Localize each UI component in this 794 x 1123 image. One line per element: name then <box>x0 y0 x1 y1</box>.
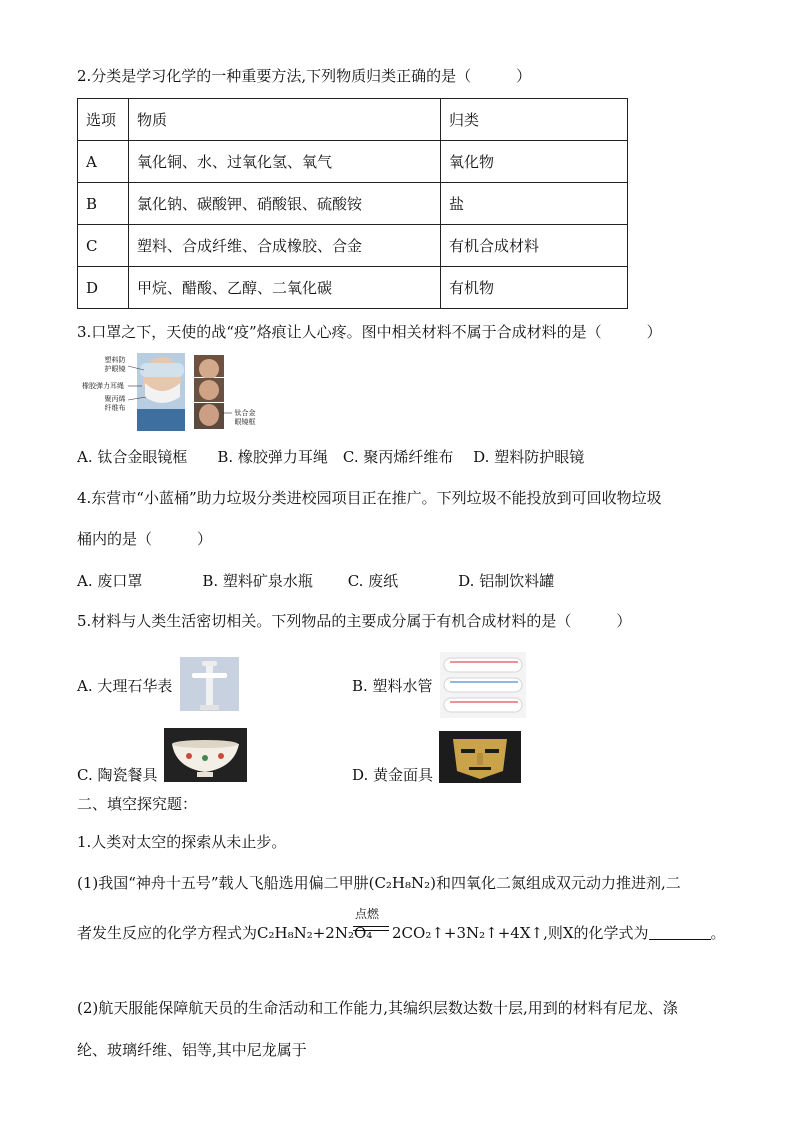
image-label: 护眼镜 <box>104 365 126 373</box>
medical-worker-photo <box>82 353 260 431</box>
table-cell: 氯化钠、碳酸钾、硝酸银、硫酸铵 <box>129 183 441 225</box>
table-cell: 氧化铜、水、过氧化氢、氧气 <box>129 141 441 183</box>
plastic-pipe-image <box>440 652 526 718</box>
table-cell: 有机合成材料 <box>441 225 628 267</box>
section2-q1-part1-line2a: 者发生反应的化学方程式为C₂H₈N₂+2N₂O₄ <box>77 924 373 942</box>
table-header-cell: 物质 <box>129 99 441 141</box>
q3-stem: 3.口罩之下，天使的战“疫”烙痕让人心疼。图中相关材料不属于合成材料的是（ ） <box>77 323 662 341</box>
q2-stem: 2.分类是学习化学的一种重要方法,下列物质归类正确的是（ ） <box>77 67 532 85</box>
table-header-cell: 选项 <box>78 99 129 141</box>
answer-blank[interactable] <box>649 925 711 940</box>
q5-option-d: D. 黄金面具 <box>352 766 434 784</box>
q4-stem-line1: 4.东营市“小蓝桶”助力垃圾分类进校园项目正在推广。下列垃圾不能投放到可回收物垃圾 <box>77 489 662 507</box>
ceramic-bowl-image <box>164 728 247 782</box>
reaction-condition: 点燃 <box>355 907 380 921</box>
image-label: 聚丙烯 <box>104 395 126 403</box>
table-row <box>78 267 628 309</box>
image-label: 橡胶弹力耳绳 <box>82 382 124 390</box>
classification-table <box>77 98 628 309</box>
section2-q1-part2-line2: 纶、玻璃纤维、铝等,其中尼龙属于 <box>77 1041 307 1059</box>
image-label: 眼镜框 <box>234 418 256 426</box>
q5-option-c: C. 陶瓷餐具 <box>77 766 158 784</box>
table-row <box>78 183 628 225</box>
image-label: 钛合金 <box>234 409 256 417</box>
table-cell: 盐 <box>441 183 628 225</box>
q5-option-b: B. 塑料水管 <box>352 677 433 695</box>
section2-title: 二、填空探究题： <box>77 795 198 813</box>
q4-stem-line2: 桶内的是（ ） <box>77 530 213 548</box>
q5-stem: 5.材料与人类生活密切相关。下列物品的主要成分属于有机合成材料的是（ ） <box>77 612 632 630</box>
table-cell: 有机物 <box>441 267 628 309</box>
table-cell: 氧化物 <box>441 141 628 183</box>
q5-option-a: A. 大理石华表 <box>77 677 173 695</box>
table-row <box>78 225 628 267</box>
sentence-end: 。 <box>710 924 726 942</box>
table-cell: C <box>78 225 129 267</box>
table-row <box>78 141 628 183</box>
table-header-cell: 归类 <box>441 99 628 141</box>
table-cell: 塑料、合成纤维、合成橡胶、合金 <box>129 225 441 267</box>
image-label: 塑料防 <box>104 356 126 364</box>
section2-q1-part1-line2b <box>392 923 726 943</box>
marble-huabiao-image <box>180 657 239 711</box>
section2-q1-part1-line1: (1)我国“神舟十五号”载人飞船选用偏二甲肼(C₂H₈N₂)和四氧化二氮组成双元动力推进剂,二 <box>77 874 681 892</box>
table-cell: A <box>78 141 129 183</box>
q4-options: A. 废口罩 B. 塑料矿泉水瓶 C. 废纸 D. 铝制饮料罐 <box>77 572 555 590</box>
q3-options: A. 钛合金眼镜框 B. 橡胶弹力耳绳 C. 聚丙烯纤维布 D. 塑料防护眼镜 <box>77 448 585 466</box>
table-cell: 甲烷、醋酸、乙醇、二氧化碳 <box>129 267 441 309</box>
gold-mask-image <box>439 731 521 783</box>
section2-q1-part2-line1: (2)航天服能保障航天员的生命活动和工作能力,其编织层数达数十层,用到的材料有尼龙、涤 <box>77 999 678 1017</box>
table-cell: D <box>78 267 129 309</box>
table-header-row <box>78 99 628 141</box>
equation-products: 2CO₂↑+3N₂↑+4X↑,则X的化学式为 <box>392 924 649 942</box>
section2-q1: 1.人类对太空的探索从未止步。 <box>77 833 287 851</box>
table-cell: B <box>78 183 129 225</box>
image-label: 纤维布 <box>104 404 126 412</box>
